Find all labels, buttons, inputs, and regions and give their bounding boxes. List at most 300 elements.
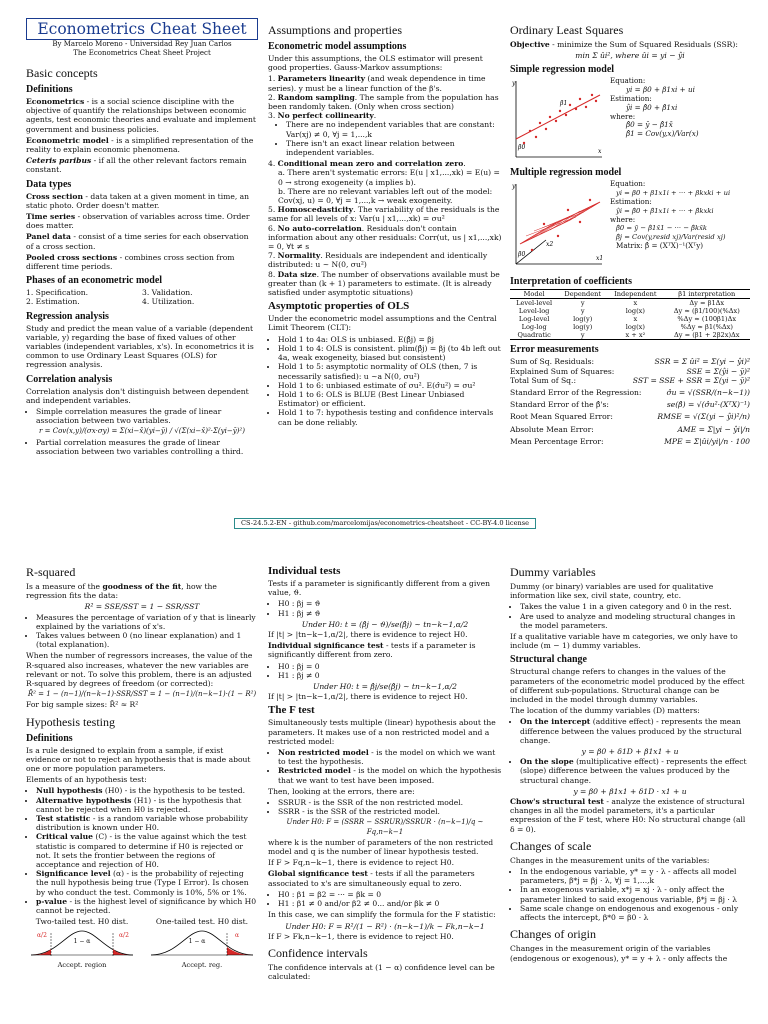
list-item: • Simple correlation measures the grade of linear association between two variables. [36, 407, 258, 425]
list-item [520, 757, 750, 785]
list-item: • There isn't an exact linear relation between independent variables. [286, 139, 502, 157]
svg-text:α/2: α/2 [37, 931, 47, 939]
def-text: - is a simplified representation of the reality to explain economic phenomena. [26, 135, 254, 155]
phase-item: 3. Validation. [142, 288, 193, 298]
ftest-intro: Simultaneously tests multiple (linear) hypothesis about the parameters. It makes use of a non restricted model and a restricted model: [268, 718, 496, 746]
mrm-plane-plot [510, 180, 606, 272]
assumption-7 [268, 251, 502, 269]
list-item [278, 748, 502, 766]
author-line: By Marcelo Moreno - Universidad Rey Juan Carlos [52, 40, 232, 48]
mrm-line: Equation: [610, 179, 646, 189]
list-item: • Are used to analyze and modeling structural changes in the model parameters. [520, 612, 750, 630]
list-item: • Same scale change on endogenous and exogenous - only affects the intercept, β*0 = β0 · λ [520, 904, 750, 922]
two-tailed-figure [26, 917, 138, 970]
hyp-list [26, 786, 258, 915]
rsq-adjusted-eq: R̄² = 1 − (n−1)/(n−k−1)·SSR/SST = 1 − (n−1)/(n−k−1)·(1 − R²) [27, 690, 257, 699]
list-item: • Hold 1 to 4: OLS is consistent. plim(β̂j) = βj (to 4b left out 4a, weak exogeneity, biased but consistent) [278, 344, 502, 362]
mrm-line: Estimation: [610, 197, 652, 206]
section-confidence-intervals: Confidence intervals [268, 945, 368, 960]
error-label: Standard Error of the β̂'s: [510, 400, 609, 410]
term: Critical value [36, 832, 93, 842]
list-item: • Takes the value 1 in a given category and 0 in the rest. [520, 602, 750, 611]
mrm-equations [610, 180, 730, 250]
sc-eq-intercept: y = β0 + δ1D + β1x1 + u [581, 747, 679, 757]
cond-b: b. There are no relevant variables left out of the model: Cov(xj, u) = 0, ∀j = 1,...,k → weak exogeneity. [278, 186, 493, 206]
srm-line: Estimation: [610, 94, 652, 103]
cell: x [633, 299, 638, 308]
indiv-rule: If |t| > |tn−k−1,α/2|, there is evidence to reject H0. [268, 630, 468, 640]
correlation-formula: r = Cov(x,y)/(σx·σy) = Σ(xi−x̄)(yi−ȳ) / √(Σ(xi−x̄)²·Σ(yi−ȳ)²) [39, 427, 245, 436]
cell: log(y) [573, 323, 593, 332]
indiv-rule-2: If |t| > |tn−k−1,α/2|, there is evidence to reject H0. [268, 692, 468, 702]
phase-item: 1. Specification. [26, 288, 89, 298]
term: Alternative hypothesis [36, 795, 132, 805]
definitions-heading: Definitions [26, 84, 73, 95]
error-formula: SSR = Σ ûi² = Σ(yi − ŷi)² [654, 357, 750, 367]
indiv-stat-2: Under H0: t = β̂j/se(β̂j) ~ tn−k−1,α/2 [313, 682, 457, 692]
list-item: • Hold 1 to 6: OLS is BLUE (Best Linear Unbiased Estimator) or efficient. [278, 390, 502, 408]
term: No perfect collinearity [277, 111, 374, 121]
model-assumptions-heading: Econometric model assumptions [268, 41, 407, 52]
section-r-squared: R-squared [26, 565, 76, 579]
one-tailed-figure [146, 917, 258, 970]
list-item [520, 717, 750, 745]
error-row [510, 388, 750, 397]
num: 2. [268, 92, 276, 102]
coefficients-table [510, 289, 750, 340]
rsq-intro [26, 582, 258, 600]
term: goodness of the fit [102, 582, 182, 591]
text: . Residuals are independent and identically distributed: u ~ N(0, σu²) [268, 251, 488, 270]
ceteris-paribus-def [26, 156, 258, 174]
column-header: Independent [614, 290, 657, 299]
column-2 [268, 566, 502, 983]
text: - is the highest level of significance by which H0 cannot be rejected. [36, 896, 257, 916]
cross-section-def [26, 192, 258, 210]
error-label: Total Sum of Sq.: [510, 375, 577, 385]
num: 4. [268, 159, 276, 169]
column-1 [26, 566, 258, 970]
svg-text:1 − α: 1 − α [188, 937, 206, 945]
list-item: • H0 : β1 = β2 = ··· = βk = 0 [278, 890, 502, 899]
ftest-global-list [268, 890, 502, 908]
term: Global significance test [268, 869, 368, 879]
text: (multiplicative effect) - represents the effect (slope) difference between the values produced by the structural change. [520, 757, 747, 785]
num: 8. [268, 269, 276, 279]
ols-objective-eq: min Σ ûi², where ûi = yi − ŷi [575, 51, 685, 61]
list-item [36, 897, 258, 915]
def-text: - is a social science discipline with the objective of quantify the relationships between economic agents, test economic theories and evaluate and implement government and business policies. [26, 97, 256, 134]
phases-heading: Phases of an econometric model [26, 275, 163, 287]
phase-item: 2. Estimation. [26, 297, 80, 307]
cell: Quadratic [517, 331, 551, 340]
f-test-heading: The F test [268, 704, 315, 717]
svg-text:β0: β0 [518, 251, 526, 259]
term: Econometric model [26, 135, 109, 145]
model-def [26, 136, 258, 154]
list-item: • In the endogenous variable, y* = y · λ - affects all model parameters, β*j = βj · λ, ∀j = 1,...,k [520, 867, 750, 885]
num: 1. [268, 74, 276, 84]
error-row [510, 357, 750, 366]
ftest-gstat: Under H0: F = R²/(1 − R²) · (n−k−1)/k ~ Fk,n−k−1 [285, 921, 485, 931]
dummy-intro: Dummy (or binary) variables are used for qualitative information like sex, civil state, country, etc. [510, 582, 714, 601]
mrm-line: ŷi = β̂0 + β̂1x1i + ··· + β̂kxki [616, 206, 714, 215]
page-title: Econometrics Cheat Sheet [26, 18, 258, 40]
text: (C) - is the value against which the test statistic is compared to determine if H0 is rejected or not. It sets the frontier between the regions of acceptance and rejection of H0. [36, 832, 247, 870]
column-header: Dependent [564, 290, 601, 299]
collinearity-list [268, 120, 502, 157]
list-item: • Hold 1 to 4a: OLS is unbiased. E(β̂j) = βj [278, 335, 502, 344]
text: - is the model on which we want to test the hypothesis. [278, 748, 496, 767]
error-row [510, 400, 750, 409]
srm-line: Equation: [610, 76, 646, 86]
time-series-def [26, 212, 258, 230]
error-heading: Error measurements [510, 344, 599, 356]
term: Pooled cross sections [26, 252, 118, 262]
mrm-line: yi = β0 + β1x1i + ··· + βkxki + ui [616, 189, 731, 198]
column-2 [268, 24, 502, 429]
indiv-intro: Tests if a parameter is significantly different from a given value, ϑ. [268, 579, 491, 598]
project-line: The Econometrics Cheat Sheet Project [73, 48, 211, 57]
term: Significance level [36, 869, 111, 879]
regression-heading: Regression analysis [26, 310, 109, 322]
list-item: • Partial correlation measures the grade of linear association between two variables controlling a third. [36, 438, 258, 456]
text: , how the regression fits the data: [26, 582, 217, 601]
error-label: Explained Sum of Squares: [510, 366, 615, 376]
error-row [510, 412, 750, 421]
individual-tests-heading: Individual tests [268, 565, 341, 577]
table-row [510, 331, 750, 340]
mrm-line: Matrix: β̂ = (XᵀX)⁻¹(Xᵀy) [616, 240, 704, 250]
cell: Δy = (β1 + 2β2x)Δx [674, 331, 740, 340]
section-scale: Changes of scale [510, 838, 592, 853]
ci-text: The confidence intervals at (1 − α) confidence level can be calculated: [268, 962, 495, 982]
sc-location: The location of the dummy variables (D) matters: [510, 706, 700, 716]
term: Ceteris paribus [26, 156, 92, 166]
srm-equations [610, 77, 699, 139]
rsq-big-samples: For big sample sizes: R̄² ≈ R² [26, 700, 139, 710]
scale-list [510, 867, 750, 922]
text: . Residuals don't contain information about any other residuals: Corr(ut, us | x1,...,xk) = 0, ∀t ≠ s [268, 223, 502, 252]
list-item: • SSRUR - is the SSR of the non restricted model. [278, 798, 502, 807]
error-label: Standard Error of the Regression: [510, 388, 642, 398]
rsq-list [26, 613, 258, 650]
list-item: • Takes values between 0 (no linear explanation) and 1 (total explanation). [36, 631, 258, 649]
ftest-gcase: In this case, we can simplify the formula for the F statistic: [268, 910, 496, 920]
error-formula: AME = Σ|yi − ŷi|/n [677, 424, 750, 434]
term: Test statistic [36, 814, 91, 824]
text: - tests if all the parameters associated to x's are simultaneously equal to zero. [268, 869, 475, 888]
list-item: • H1 : β1 ≠ 0 and/or β2 ≠ 0... and/or βk ≠ 0 [278, 899, 502, 908]
asymptotic-heading: Asymptotic properties of OLS [268, 300, 410, 313]
text: - analyze the existence of structural changes in all the model parameters, it's a particular expression of the F test, where H0: No structural change (all δ = 0). [510, 797, 746, 834]
origin-text: Changes in the measurement origin of the variables (endogenous or exogenous), y* = y + λ - only affects the [510, 944, 728, 963]
error-formula: σ̂u = √(SSR/(n−k−1)) [666, 388, 750, 398]
svg-text:y: y [512, 80, 516, 88]
error-formula: MPE = Σ|ûi/yi|/n · 100 [664, 436, 750, 446]
table-row [510, 323, 750, 331]
text: (additive effect) - represents the mean difference between the values produced by the structural change. [520, 717, 742, 745]
def-text: - combines cross section from different time periods. [26, 252, 235, 272]
text: - minimize the Sum of Squared Residuals (SSR): [549, 40, 738, 49]
cell: x + x² [625, 331, 646, 340]
assumption-4 [268, 159, 502, 168]
text: . The variability of the residuals is the same for all levels of x: Var(u | x1,...,xk) = σu² [268, 205, 500, 224]
term: On the slope [520, 757, 574, 767]
svg-text:β0: β0 [518, 144, 526, 152]
indiv-hyp-list [268, 599, 502, 617]
error-label: Mean Percentage Error: [510, 436, 604, 446]
section-ols: Ordinary Least Squares [510, 23, 624, 37]
term: On the intercept [520, 717, 591, 727]
hyp-intro: Is a rule designed to explain from a sample, if exist evidence or not to reject an hypothesis that is made about one or more population parameters. [26, 745, 251, 774]
data-types-heading: Data types [26, 178, 72, 190]
sc-eq-slope: y = β0 + β1x1 + δ1D · x1 + u [573, 786, 687, 796]
cell: Log-level [518, 315, 550, 324]
assumptions-intro: Under this assumptions, the OLS estimator will present good properties. Gauss-Markov assumptions: [268, 54, 483, 73]
num: 6. [268, 223, 276, 233]
error-row [510, 425, 750, 434]
text: . [463, 159, 466, 169]
def-text: - consist of a time series for each observation of a cross section. [26, 232, 249, 251]
term: Non restricted model [278, 748, 369, 758]
cond-a: a. There aren't systematic errors: E(u | x1,...,xk) = E(u) = 0 → strong exogeneity (a implies b). [278, 168, 500, 187]
list-item: • SSRR - is the SSR of the restricted model. [278, 807, 502, 816]
term: Individual significance test [268, 641, 384, 651]
page-2 [0, 560, 768, 1024]
error-label: Sum of Sq. Residuals: [510, 357, 595, 367]
text: - is the model on which the hypothesis that we want to test have been imposed. [278, 766, 502, 785]
term: No auto-correlation [277, 223, 362, 233]
ftest-global [268, 869, 502, 887]
text: (α) - is the probability of rejecting the null hypothesis being true (Type I Error). Is chosen by who conduct the test. Commonly is 10%, 5% or 1%. [36, 869, 249, 897]
section-origin: Changes of origin [510, 927, 596, 942]
term: Time series [26, 212, 76, 222]
ftest-ssr-list [268, 798, 502, 816]
assumption-8 [268, 270, 502, 298]
term: Data size [277, 269, 317, 279]
svg-text:1 − α: 1 − α [73, 937, 91, 945]
cell: Δy = β1Δx [689, 299, 725, 308]
srm-line: β̂1 = Cov(y,x)/Var(x) [626, 129, 699, 139]
text: . The sample from the population has been randomly taken. (Only when cross section) [268, 92, 499, 112]
term: Objective [510, 40, 550, 49]
table-row [510, 299, 750, 308]
assumption-3 [268, 111, 502, 120]
srm-line: yi = β0 + β1xi + ui [626, 85, 695, 95]
mrm-heading: Multiple regression model [510, 167, 622, 179]
srm-figure [510, 77, 750, 163]
ftest-model-list [268, 748, 502, 785]
pooled-cs-def [26, 253, 258, 271]
dummy-more: If a qualitative variable have m categories, we only have to include (m − 1) dummy variables. [510, 632, 738, 651]
cell: x [633, 315, 638, 324]
list-item: • Hold 1 to 5: asymptotic normality of OLS (then, 7 is necessarily satisfied): u ~a N(0, σu²) [278, 362, 502, 380]
mrm-line: where: [610, 214, 636, 224]
assumption-2 [268, 93, 502, 111]
list-item: • H1 : βj ≠ 0 [278, 671, 502, 680]
sc-text: Structural change refers to changes in the values of the parameters of the econometric model produced by the effect of different sub-populations. Structural change can be included in the model through dummy variables. [510, 667, 745, 705]
column-1 [26, 18, 258, 458]
section-assumptions: Assumptions and properties [268, 23, 402, 37]
asymptotic-intro: Under the econometric model assumptions and the Central Limit Theorem (CLT): [268, 314, 497, 333]
text: (H0) - is the hypothesis to be tested. [102, 786, 246, 796]
list-item: • In an exogenous variable, x*j = xj · λ - only affect the parameter linked to said exogenous variable, β*j = βj · λ [520, 885, 750, 903]
chow-test [510, 797, 750, 834]
num: 3. [268, 111, 276, 121]
coefficients-heading: Interpretation of coefficients [510, 276, 633, 288]
srm-scatter-plot [510, 77, 606, 163]
srm-heading: Simple regression model [510, 64, 615, 76]
table-header-row [510, 290, 750, 299]
list-item [36, 786, 258, 795]
srm-line: ŷi = β̂0 + β̂1xi [626, 102, 678, 112]
term: Random sampling [277, 92, 355, 102]
list-item: • H0 : βj = 0 [278, 662, 502, 671]
hyp-elements: Elements of an hypothesis test: [26, 775, 147, 785]
cell: Δy ≈ (β1/100)(%Δx) [673, 307, 740, 316]
term: Normality [277, 251, 321, 261]
rsq-more: When the number of regressors increases, the value of the R-squared also increases, whatever the new variables are relevant or not. To solve this problem, there is an adjusted R-squared by degrees of freedom (or corrected): [26, 651, 253, 689]
term: Homoscedasticity [277, 205, 354, 215]
svg-text:x: x [598, 148, 602, 156]
def-text: - data taken at a given moment in time, an static photo. Order doesn't matter. [26, 191, 250, 210]
text: (H1) - is the hypothesis that cannot be rejected when H0 is rejected. [36, 795, 242, 814]
svg-text:α: α [235, 931, 240, 939]
text: Is a measure of the [26, 582, 103, 591]
scale-intro: Changes in the measurement units of the variables: [510, 855, 710, 865]
srm-line: β̂0 = ȳ − β̂1x̄ [626, 120, 673, 130]
text: - is a random variable whose probability distribution is known under H0. [36, 814, 248, 833]
term: Conditional mean zero and correlation zero [277, 159, 464, 169]
term: Parameters linearity [277, 74, 365, 84]
list-item: • There are no independent variables that are constant: Var(xj) ≠ 0, ∀j = 1,...,k [286, 120, 502, 138]
figure-caption: Two-tailed test. H0 dist. [35, 917, 129, 927]
cell: log(x) [625, 323, 645, 332]
list-item [36, 796, 258, 814]
svg-text:β1: β1 [560, 100, 568, 108]
svg-text:x2: x2 [546, 241, 554, 249]
econometrics-def [26, 97, 258, 134]
cell: %Δy ≈ (100β1)Δx [677, 315, 737, 324]
regression-text: Study and predict the mean value of a variable (dependent variable, y) regarding the base of fixed values of other variables (independent variables, x's). In econometrics it is common to use Ordinary Least Squares (OLS) for regression analysis. [26, 323, 254, 370]
text: . The number of observations available must be greater than (k + 1) parameters to estimate. (It is already satisfied under asymptotic situations) [268, 269, 500, 298]
accept-region-label: Accept. region [57, 960, 107, 969]
term: Restricted model [278, 766, 351, 776]
assumption-6 [268, 224, 502, 252]
figure-caption: One-tailed test. H0 dist. [155, 917, 249, 927]
error-formula: SSE = Σ(ŷi − ȳ)² [686, 366, 750, 376]
ftest-grule: If F > Fk,n−k−1, there is evidence to reject H0. [268, 931, 454, 941]
indiv-sig [268, 641, 502, 659]
error-row [510, 367, 750, 376]
list-item: • H0 : βj = ϑ [278, 599, 502, 608]
assumption-5 [268, 205, 502, 223]
def-text: - observation of variables across time. Order does matter. [26, 212, 250, 231]
column-header: Model [523, 290, 545, 299]
srm-line: where: [610, 111, 636, 121]
correlation-heading: Correlation analysis [26, 373, 113, 385]
list-item: • Measures the percentage of variation of y that is linearly explained by the variations of x's. [36, 613, 258, 631]
two-tailed-plot [27, 927, 137, 959]
section-basic-concepts: Basic concepts [26, 66, 98, 80]
cell: y [580, 331, 585, 340]
cell: %Δy ≈ β1(%Δx) [680, 323, 733, 332]
cell: y [580, 307, 585, 316]
correlation-text: Correlation analysis don't distinguish between dependent and independent variables. [26, 386, 249, 405]
term: Chow's structural test [510, 797, 604, 807]
table-row [510, 307, 750, 315]
indiv-sig-list [268, 662, 502, 680]
indiv-stat: Under H0: t = (β̂j − ϑ)/se(β̂j) ~ tn−k−1,α/2 [301, 619, 469, 629]
error-formula: RMSE = √(Σ(yi − ŷi)²/n) [657, 412, 750, 422]
one-tailed-plot [147, 927, 257, 959]
term: Panel data [26, 232, 71, 242]
error-label: Root Mean Squared Error: [510, 412, 613, 422]
section-dummy: Dummy variables [510, 565, 596, 579]
correlation-list-2 [26, 438, 258, 456]
error-formula: SST = SSE + SSR = Σ(yi − ȳ)² [632, 375, 750, 385]
structural-change-heading: Structural change [510, 654, 587, 666]
term: Econometrics [26, 97, 85, 106]
list-item [36, 832, 258, 869]
phases-grid [26, 288, 258, 306]
phase-item: 4. Utilization. [142, 297, 195, 307]
error-label: Absolute Mean Error: [510, 424, 594, 434]
term: Cross section [26, 191, 84, 201]
list-item [36, 869, 258, 897]
table-row [510, 315, 750, 323]
column-3 [510, 24, 750, 446]
text: . [373, 111, 377, 121]
ftest-stat: Under H0: F = (SSRR − SSRUR)/SSRUR · (n−k−1)/q ~ Fq,n−k−1 [286, 818, 484, 836]
num: 5. [268, 205, 276, 215]
panel-data-def [26, 232, 258, 250]
test-figures [26, 917, 258, 970]
mrm-line: β̂j = Cov(y,resid xj)/Var(resid xj) [616, 233, 726, 242]
list-item [278, 766, 502, 784]
rsq-eq: R² = SSE/SST = 1 − SSR/SST [84, 602, 200, 612]
sc-list [510, 717, 750, 745]
sc-list-2 [510, 757, 750, 785]
column-header: β1 interpretation [678, 290, 736, 299]
hyp-definitions-heading: Definitions [26, 732, 73, 744]
def-text: - if all the other relevant factors remain constant. [26, 156, 247, 175]
cell: log(y) [573, 315, 593, 324]
ftest-rule: If F > Fq,n−k−1, there is evidence to reject H0. [268, 858, 455, 868]
ftest-then: Then, looking at the errors, there are: [268, 786, 415, 796]
section-hypothesis: Hypothesis testing [26, 714, 115, 729]
mrm-figure [510, 180, 750, 272]
list-item: • Hold 1 to 7: hypothesis testing and confidence intervals can be done reliably. [278, 408, 502, 426]
term: p-value [36, 896, 68, 906]
text: (and weak dependence in time series). y must be a linear function of the β's. [268, 74, 486, 93]
cell: Level-level [516, 299, 553, 308]
svg-text:x1: x1 [596, 255, 604, 263]
accept-region-label: Accept. reg. [181, 960, 223, 969]
column-3 [510, 566, 750, 965]
error-formula: se(β̂) = √(σ̂u²·(XᵀX)⁻¹) [666, 400, 750, 410]
list-item [36, 814, 258, 832]
text: - tests if a parameter is significantly different from zero. [268, 641, 476, 660]
num: 7. [268, 251, 276, 261]
assumption-1 [268, 74, 502, 92]
error-row [510, 437, 750, 446]
correlation-list [26, 407, 258, 425]
error-row [510, 376, 750, 385]
page-footer: CS-24.5.2-EN - github.com/marcelomijas/econometrics-cheatsheet - CC-BY-4.0 license [234, 518, 536, 529]
dummy-list [510, 602, 750, 630]
